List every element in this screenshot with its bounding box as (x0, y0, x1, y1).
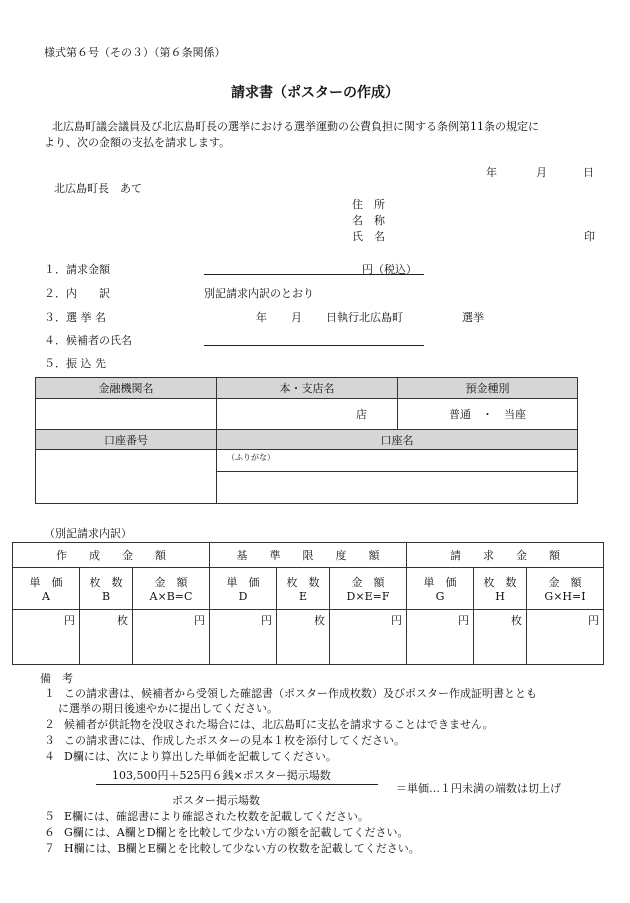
date-day: 日 (583, 166, 594, 179)
cell-f[interactable] (330, 610, 407, 665)
remarks-heading: 備 考 (40, 672, 73, 685)
cell-c[interactable] (133, 610, 210, 665)
cell-g[interactable] (407, 610, 474, 665)
cell-a[interactable] (13, 610, 80, 665)
date-year: 年 (486, 166, 497, 179)
cell-h[interactable] (474, 610, 527, 665)
cell-d[interactable] (210, 610, 277, 665)
col-d-code: D (238, 590, 248, 603)
intro-line-2: より、次の金額の支払を請求します。 (44, 136, 231, 149)
col-b-title: 枚 数 (89, 576, 123, 589)
cell-i[interactable] (527, 610, 604, 665)
branch-cell[interactable] (217, 399, 398, 430)
remark-1-text-a: この請求書は、候補者から受領した確認書（ポスター作成枚数）及びポスター作成証明書ととも (64, 687, 537, 700)
bank-name-header: 金融機関名 (36, 378, 217, 399)
branch-suffix: 店 (356, 408, 367, 421)
deposit-type-cell[interactable] (398, 399, 578, 430)
applicant-address-label: 住 所 (352, 198, 385, 211)
col-f-title: 金 額 (351, 576, 385, 589)
item-3-year: 年 (256, 311, 267, 324)
addressee: 北広島町長 あて (54, 182, 142, 195)
intro-line-1: 北広島町議会議員及び北広島町長の選挙における選挙運動の公費負担に関する条例第11条の規定に (52, 120, 539, 133)
item-5-label: ５．振 込 先 (44, 357, 106, 370)
formula-numerator: 103,500円＋525円６銭×ポスター掲示場数 (112, 769, 331, 782)
col-g-header (407, 568, 474, 610)
item-2-label: ２．内 訳 (44, 287, 110, 300)
cell-e[interactable] (277, 610, 330, 665)
applicant-name-label: 氏 名 (352, 230, 385, 243)
remark-7-number: ７ (44, 842, 55, 855)
item-3-label: ３．選 挙 名 (44, 311, 106, 324)
remark-4-text: D欄には、次により算出した単価を記載してください。 (64, 750, 337, 763)
group-claim-amount: 請 求 金 額 (407, 543, 604, 568)
formula-fraction-bar (96, 784, 378, 785)
remark-2-text: 候補者が供託物を没収された場合には、北広島町に支払を請求することはできません。 (64, 718, 494, 731)
account-name-header: 口座名 (217, 430, 578, 450)
remark-1-number: １ (44, 687, 55, 700)
unit-d: 円 (261, 614, 272, 627)
furigana-label: （ふりがな） (227, 453, 275, 462)
col-e-header (277, 568, 330, 610)
col-h-title: 枚 数 (483, 576, 517, 589)
col-a-header (13, 568, 80, 610)
col-i-header (527, 568, 604, 610)
item-1-label: １．請求金額 (44, 263, 110, 276)
unit-g: 円 (458, 614, 469, 627)
account-number-header: 口座番号 (36, 430, 217, 450)
col-f-code: D×E=F (346, 590, 390, 603)
group-created-amount: 作 成 金 額 (13, 543, 210, 568)
bank-table (35, 377, 578, 504)
unit-e: 枚 (314, 614, 325, 627)
account-number-cell[interactable] (36, 450, 217, 504)
col-c-title: 金 額 (154, 576, 188, 589)
col-f-header (330, 568, 407, 610)
unit-f: 円 (391, 614, 402, 627)
col-g-title: 単 価 (423, 576, 457, 589)
remark-1-text-b: に選挙の期日後速やかに提出してください。 (58, 702, 278, 715)
unit-h: 枚 (511, 614, 522, 627)
cell-b[interactable] (80, 610, 133, 665)
col-b-code: B (101, 590, 111, 603)
remark-1 (44, 686, 614, 716)
unit-b: 枚 (117, 614, 128, 627)
col-e-title: 枚 数 (286, 576, 320, 589)
remark-6-number: ６ (44, 826, 55, 839)
col-a-code: A (42, 590, 50, 603)
remark-6-text: G欄には、A欄とD欄とを比較して少ない方の額を記載してください。 (64, 826, 409, 839)
remark-4-number: ４ (44, 750, 55, 763)
col-h-header (474, 568, 527, 610)
col-d-header (210, 568, 277, 610)
col-b-header (80, 568, 133, 610)
item-2-value: 別記請求内訳のとおり (204, 287, 314, 300)
col-c-header (133, 568, 210, 610)
remark-5-number: ５ (44, 810, 55, 823)
item-3-election: 選挙 (462, 311, 484, 324)
item-3-held: 日執行北広島町 (326, 311, 403, 324)
col-d-title: 単 価 (226, 576, 260, 589)
item-4-label: ４．候補者の氏名 (44, 334, 132, 347)
formula-result: ＝単価…１円未満の端数は切上げ (396, 782, 561, 795)
remark-7-text: H欄には、B欄とE欄とを比較して少ない方の枚数を記載してください。 (64, 842, 420, 855)
furigana-cell[interactable] (217, 450, 578, 472)
item-1-value: 円（税込） (362, 263, 417, 276)
remark-2-number: ２ (44, 718, 55, 731)
col-h-code: H (495, 590, 505, 603)
col-i-code: G×H=I (544, 590, 586, 603)
applicant-org-label: 名 称 (352, 214, 385, 227)
seal-mark: 印 (584, 230, 595, 243)
amount-underline (204, 274, 424, 275)
unit-i: 円 (588, 614, 599, 627)
branch-header: 本・支店名 (217, 378, 398, 399)
detail-table (12, 542, 604, 665)
bank-name-cell[interactable] (36, 399, 217, 430)
remark-3-number: ３ (44, 734, 55, 747)
remark-3-text: この請求書には、作成したポスターの見本１枚を添付してください。 (64, 734, 405, 747)
form-code: 様式第６号（その３）（第６条関係） (44, 46, 226, 59)
col-a-title: 単 価 (29, 576, 63, 589)
remark-5-text: E欄には、確認書により確認された枚数を記載してください。 (64, 810, 370, 823)
deposit-type-header: 預金種別 (398, 378, 578, 399)
unit-a: 円 (64, 614, 75, 627)
account-name-cell[interactable] (217, 472, 578, 504)
unit-c: 円 (194, 614, 205, 627)
col-g-code: G (435, 590, 445, 603)
formula-denominator: ポスター掲示場数 (172, 794, 260, 807)
col-c-code: A×B=C (149, 590, 193, 603)
page-title: 請求書（ポスターの作成） (231, 85, 399, 101)
detail-caption: （別記請求内訳） (44, 527, 132, 540)
deposit-type-value: 普通 ・ 当座 (449, 408, 526, 421)
date-month: 月 (536, 166, 547, 179)
col-e-code: E (298, 590, 308, 603)
candidate-underline (204, 345, 424, 346)
item-3-month: 月 (291, 311, 302, 324)
col-i-title: 金 額 (548, 576, 582, 589)
group-limit-amount: 基 準 限 度 額 (210, 543, 407, 568)
